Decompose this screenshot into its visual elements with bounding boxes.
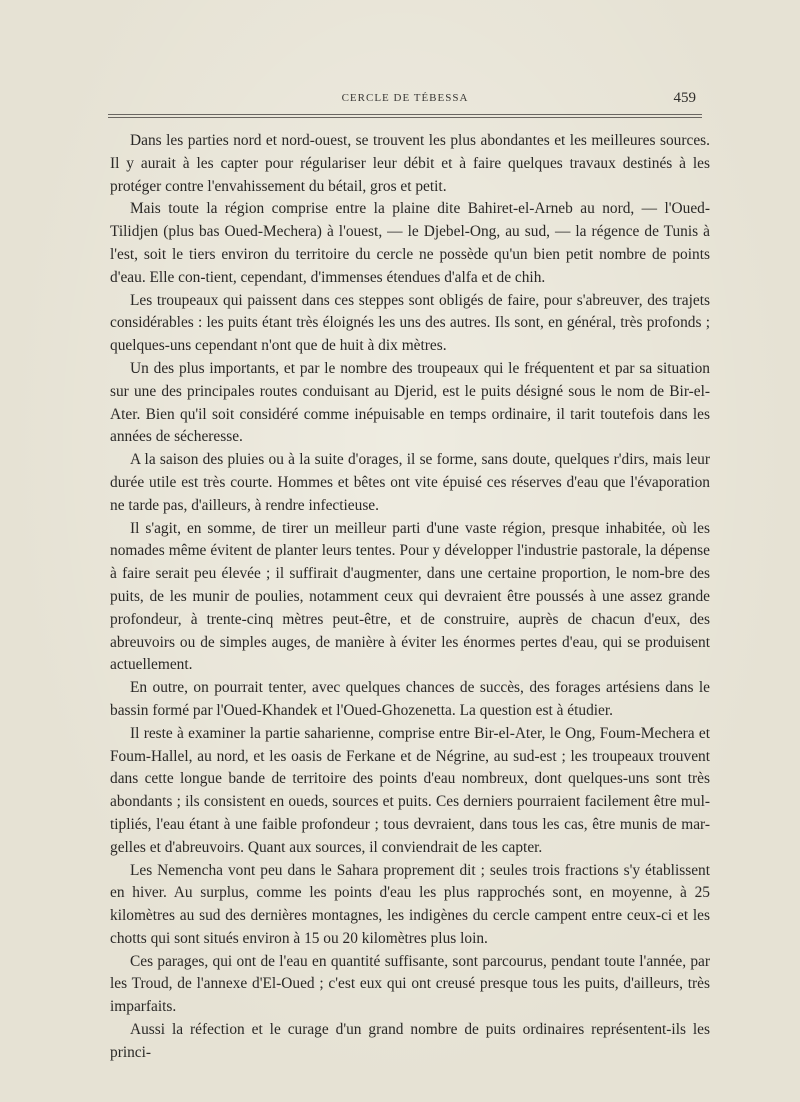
header-rule-bottom bbox=[108, 117, 702, 118]
paragraph: A la saison des pluies ou à la suite d'orages, il se forme, sans doute, quelques r'dirs, mais leur durée utile est très courte. Hommes et bêtes ont vite épuisé ces réserves d'eau que l'évaporation ne tarde pas, d'ailleurs, à rendre infectieuse. bbox=[110, 451, 710, 514]
paragraph: Aussi la réfection et le curage d'un grand nombre de puits ordinaires représentent-ils les princi- bbox=[110, 1021, 710, 1061]
running-header bbox=[108, 90, 702, 110]
paragraph: Dans les parties nord et nord-ouest, se trouvent les plus abondantes et les meilleures sources. Il y aurait à les capter pour régulariser leur débit et à faire quelques travaux destinés à les protéger contre l'envahissement du bétail, gros et petit. bbox=[110, 132, 710, 195]
body-text bbox=[110, 130, 710, 1065]
paragraph: Il reste à examiner la partie saharienne, comprise entre Bir-el-Ater, le Ong, Foum-Mechera et Foum-Hallel, au nord, et les oasis de Ferkane et de Négrine, au sud-est ; les troupeaux trouvent dans cette longue bande de territoire des points d'eau nombreux, dont quelques-uns sont très abondants ; ils consistent en oueds, sources et puits. Ces derniers pourraient facilement être mul-tipliés, l'eau étant à une faible profondeur ; tous devraient, dans tous les cas, être munis de mar-gelles et d'abreuvoirs. Quant aux sources, il conviendrait de les capter. bbox=[110, 724, 710, 856]
paragraph: Ces parages, qui ont de l'eau en quantité suffisante, sont parcourus, pendant toute l'année, par les Troud, de l'annexe d'El-Oued ; c'est eux qui ont creusé presque tous les puits, d'ailleurs, très imparfaits. bbox=[110, 952, 710, 1016]
header-rule-top bbox=[108, 114, 702, 115]
paragraph: Il s'agit, en somme, de tirer un meilleur parti d'une vaste région, presque inhabitée, où les nomades même évitent de planter leurs tentes. Pour y développer l'industrie pastorale, la dépense à faire serait peu élevée ; il suffirait d'augmenter, dans une certaine proportion, le nom-bre des puits, de les munir de poulies, notamment ceux qui devraient être poussés à une assez grande profondeur, à trente-cinq mètres peut-être, et de construire, auprès de chacun d'eux, des abreuvoirs ou de simples auges, de manière à éviter les énormes pertes d'eau, qui se produisent actuellement. bbox=[110, 519, 710, 674]
page-number: 459 bbox=[673, 90, 696, 106]
paragraph: Les troupeaux qui paissent dans ces steppes sont obligés de faire, pour s'abreuver, des trajets considérables : les puits étant très éloignés les uns des autres. Ils sont, en général, très profonds ; quelques-uns cependant n'ont que de huit à dix mètres. bbox=[110, 291, 710, 355]
paragraph: Un des plus importants, et par le nombre des troupeaux qui le fréquentent et par sa situation sur une des principales routes conduisant au Djerid, est le puits désigné sous le nom de Bir-el-Ater. Bien qu'il soit considéré comme inépuisable en temps ordinaire, il tarit toutefois dans les années de sécheresse. bbox=[110, 359, 710, 446]
paragraph: Mais toute la région comprise entre la plaine dite Bahiret-el-Arneb au nord, — l'Oued-Tilidjen (plus bas Oued-Mechera) à l'ouest, — le Djebel-Ong, au sud, — la régence de Tunis à l'est, soit le tiers environ du territoire du cercle ne possède qu'un bien petit nombre de points d'eau. Elle con-tient, cependant, d'immenses étendues d'alfa et de chih. bbox=[110, 200, 710, 286]
paragraph: En outre, on pourrait tenter, avec quelques chances de succès, des forages artésiens dans le bassin formé par l'Oued-Khandek et l'Oued-Ghozenetta. La question est à étudier. bbox=[110, 679, 710, 719]
paragraph: Les Nemencha vont peu dans le Sahara proprement dit ; seules trois fractions s'y établissent en hiver. Au surplus, comme les points d'eau les plus rapprochés sont, en moyenne, à 25 kilomètres au sud des dernières montagnes, les indigènes du cercle campent entre ceux-ci et les chotts qui sont situés environ à 15 ou 20 kilomètres plus loin. bbox=[110, 861, 710, 947]
running-header-title: CERCLE DE TÉBESSA bbox=[341, 92, 469, 104]
